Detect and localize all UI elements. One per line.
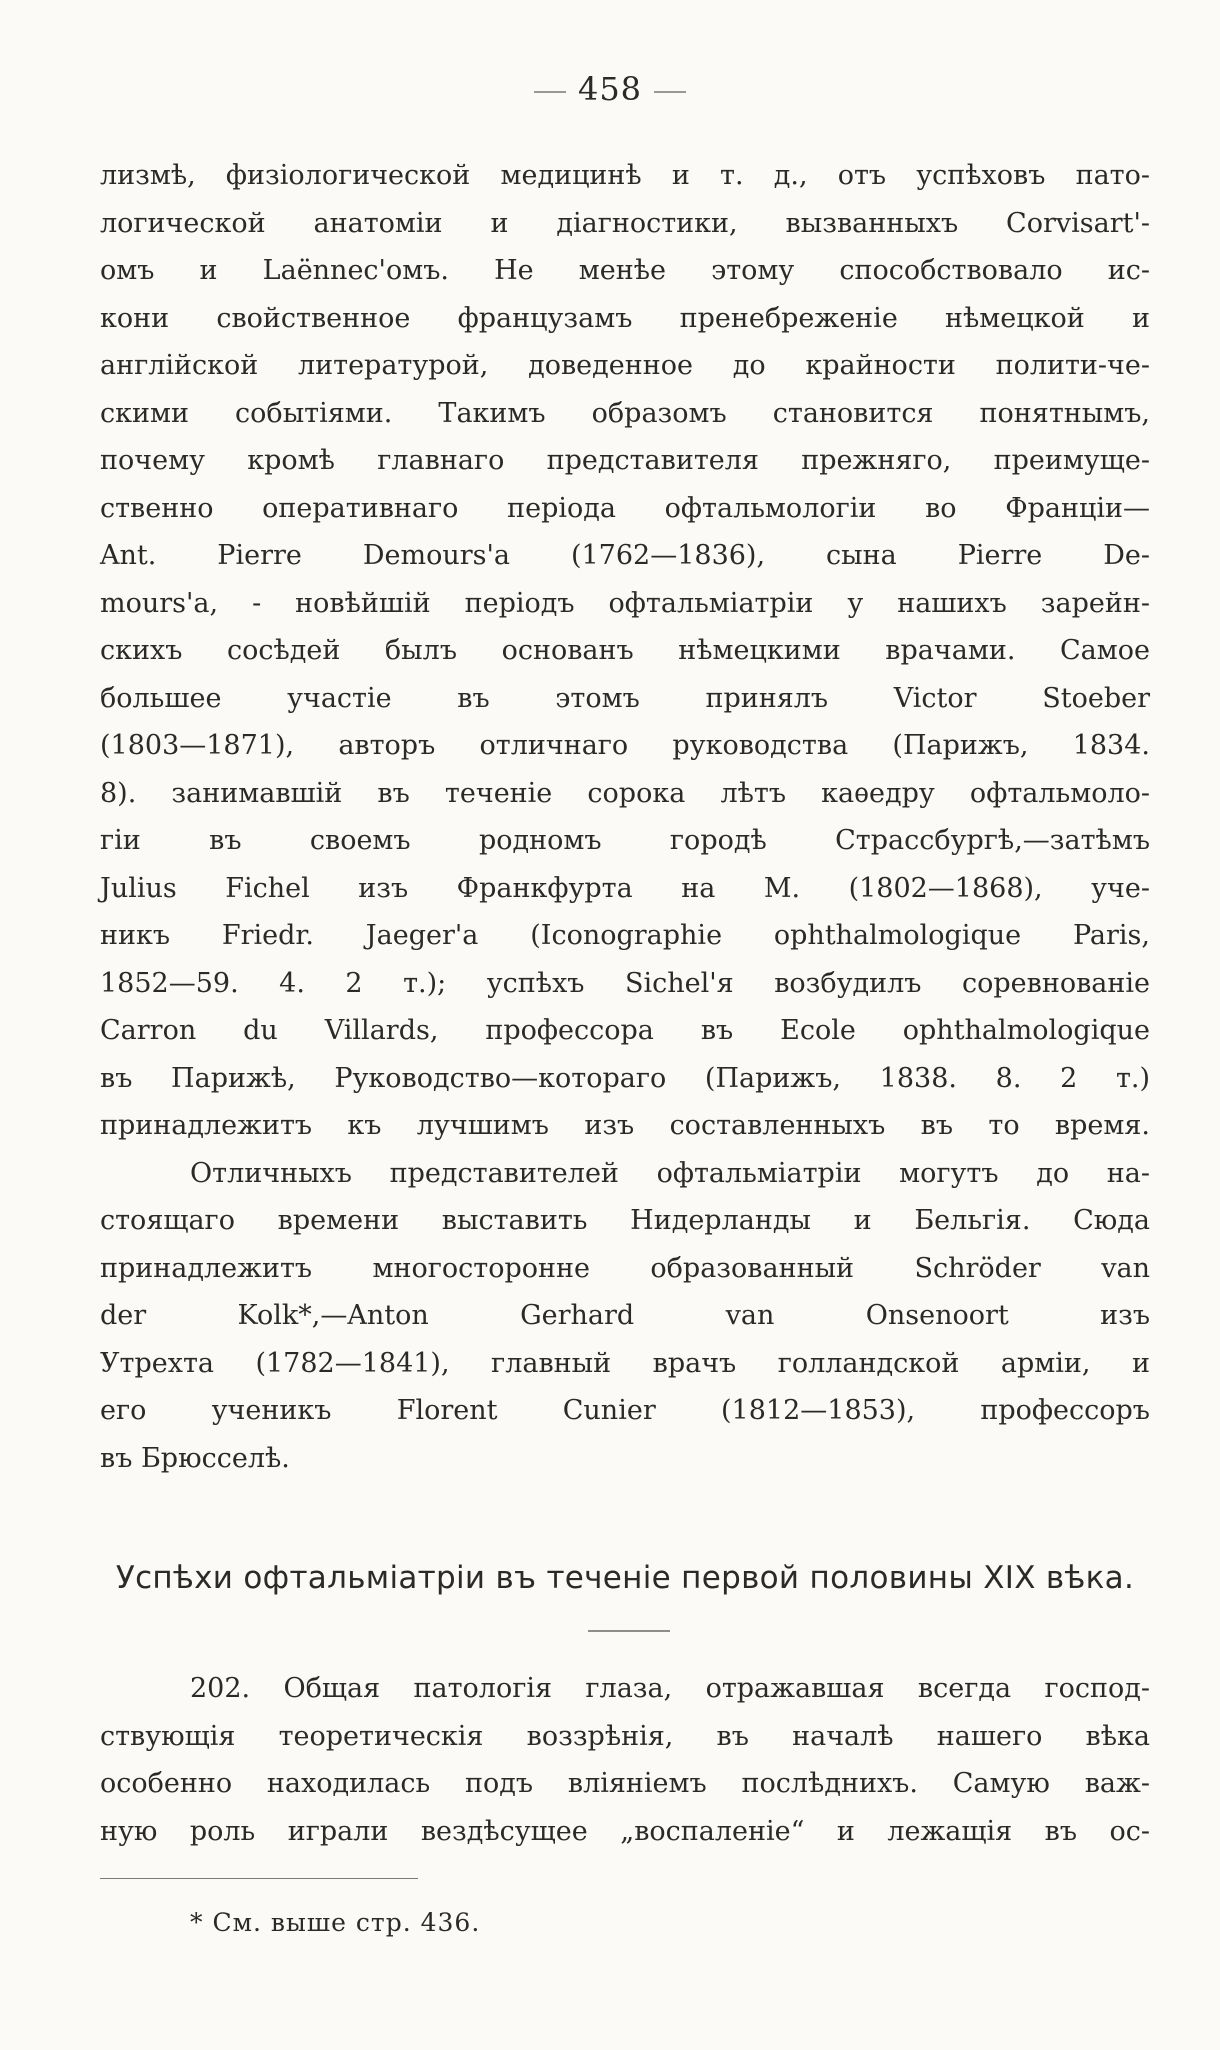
text-line: скими событіями. Такимъ образомъ становится понятнымъ, bbox=[100, 397, 1150, 429]
text-line: 202. Общая патологія глаза, отражавшая всегда господ- bbox=[190, 1673, 1150, 1704]
text-line: 1852—59. 4. 2 т.); успѣхъ Sichel'я возбудилъ соревнованіе bbox=[100, 967, 1150, 999]
text-line: лизмѣ, физіологической медицинѣ и т. д., отъ успѣховъ пато- bbox=[100, 160, 1150, 191]
text-line: Ant. Pierre Demours'a (1762—1836), сына Pierre De- bbox=[100, 540, 1150, 571]
text-line: 8). занимавшій въ теченіе сорока лѣтъ каѳедру офтальмоло- bbox=[100, 777, 1150, 809]
page-number-text: 458 bbox=[577, 70, 643, 108]
text-line: принадлежитъ многосторонне образованный Schröder van bbox=[100, 1252, 1150, 1284]
page-number-dash-left bbox=[534, 91, 566, 93]
text-line: ную роль играли вездѣсущее „воспаленіе“ и лежащія въ ос- bbox=[100, 1815, 1150, 1847]
text-line: Carron du Villards, профессора въ Ecole ophthalmologique bbox=[100, 1015, 1150, 1046]
text-line: никъ Friedr. Jaeger'a (Iconographie ophthalmologique Paris, bbox=[100, 920, 1150, 951]
text-line: принадлежитъ къ лучшимъ изъ составленныхъ въ то время. bbox=[100, 1110, 1150, 1141]
text-line: въ Парижѣ, Руководство—котораго (Парижъ, 1838. 8. 2 т.) bbox=[100, 1062, 1150, 1094]
text-line: его ученикъ Florent Cunier (1812—1853), профессоръ bbox=[100, 1395, 1150, 1426]
text-line: омъ и Laënnec'омъ. Не менѣе этому способствовало ис- bbox=[100, 255, 1150, 286]
text-line: англійской литературой, доведенное до крайности полити-че- bbox=[100, 350, 1150, 381]
text-line: (1803—1871), авторъ отличнаго руководства (Парижъ, 1834. bbox=[100, 730, 1150, 761]
page-number-dash-right bbox=[654, 91, 686, 93]
page-number bbox=[0, 70, 1220, 108]
footnote: * См. выше стр. 436. bbox=[190, 1908, 481, 1937]
text-line: особенно находилась подъ вліяніемъ послѣднихъ. Самую важ- bbox=[100, 1768, 1150, 1799]
text-line: логической анатоміи и діагностики, вызванныхъ Corvisart'- bbox=[100, 207, 1150, 239]
text-line: скихъ сосѣдей былъ основанъ нѣмецкими врачами. Самое bbox=[100, 635, 1150, 666]
paragraph-3 bbox=[100, 1665, 1150, 1855]
text-line: почему кромѣ главнаго представителя прежняго, преимуще- bbox=[100, 445, 1150, 476]
text-line: кони свойственное французамъ пренебреженіе нѣмецкой и bbox=[100, 302, 1150, 334]
text-line: Julius Fichel изъ Франкфурта на М. (1802—1868), уче- bbox=[100, 872, 1150, 904]
heading-divider bbox=[588, 1630, 670, 1632]
text-line: большее участіе въ этомъ принялъ Victor Stoeber bbox=[100, 682, 1150, 714]
footnote-rule bbox=[100, 1878, 418, 1879]
text-line: Отличныхъ представителей офтальміатріи могутъ до на- bbox=[190, 1157, 1150, 1189]
section-heading: Успѣхи офтальміатріи въ теченіе первой половины XIX вѣка. bbox=[115, 1560, 1135, 1596]
text-line: Утрехта (1782—1841), главный врачъ голландской арміи, и bbox=[100, 1347, 1150, 1379]
text-line: стоящаго времени выставить Нидерланды и Бельгія. Сюда bbox=[100, 1205, 1150, 1236]
text-line: ствующія теоретическія воззрѣнія, въ началѣ нашего вѣка bbox=[100, 1720, 1150, 1752]
paragraph-1-and-2 bbox=[100, 152, 1150, 1482]
text-line: ственно оперативнаго періода офтальмологіи во Франціи— bbox=[100, 492, 1150, 524]
text-line: mours'a, - новѣйшій періодъ офтальміатріи у нашихъ зарейн- bbox=[100, 587, 1150, 619]
text-line: der Kolk*,—Anton Gerhard van Onsenoort изъ bbox=[100, 1300, 1150, 1331]
text-line: гіи въ своемъ родномъ городѣ Страссбургѣ,—затѣмъ bbox=[100, 825, 1150, 856]
text-line: въ Брюсселѣ. bbox=[100, 1442, 290, 1474]
